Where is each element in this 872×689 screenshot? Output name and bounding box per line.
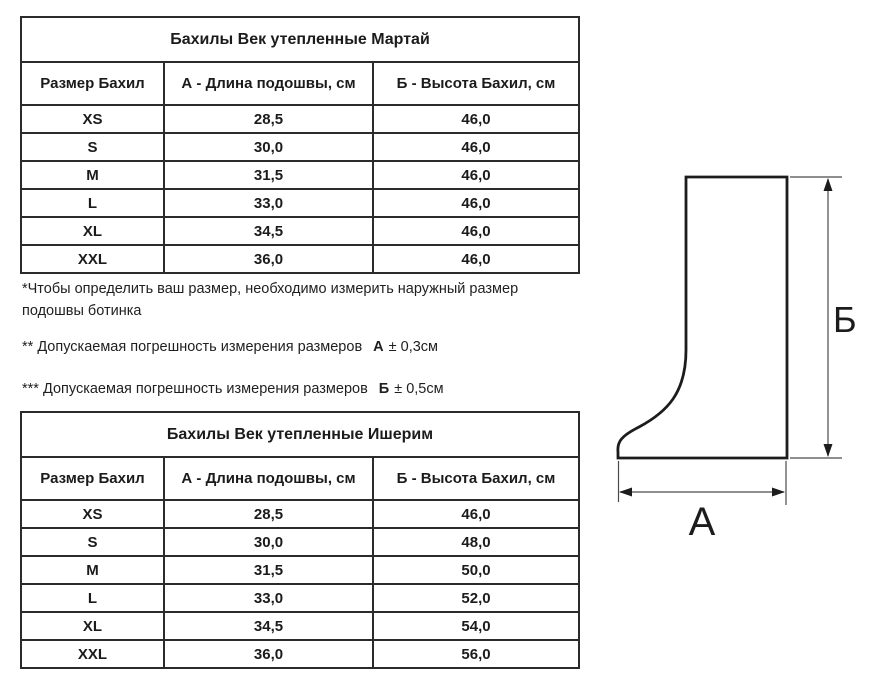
table-title: Бахилы Век утепленные Ишерим [21,412,579,457]
height-cell: 48,0 [373,528,579,556]
tolerance-value: ± 0,3см [388,339,439,355]
dimension-letter-b: Б [378,381,390,397]
column-header-size: Размер Бахил [21,457,164,500]
table-header-row [21,62,579,105]
sole-length-cell: 31,5 [164,161,373,189]
boot-cover-diagram [605,165,870,545]
table-row [21,640,579,668]
tolerance-value: ± 0,5см [394,381,444,397]
footnote-measure-instruction [22,278,574,322]
arrow-up-icon [824,178,833,191]
arrow-down-icon [824,444,833,457]
column-header-sole-length: А - Длина подошвы, см [164,457,373,500]
footnote-tolerance-a [22,336,574,358]
height-cell: 56,0 [373,640,579,668]
height-cell: 46,0 [373,217,579,245]
arrow-right-icon [772,488,785,497]
table-title-row [21,17,579,62]
width-dimension-label: А [688,500,716,544]
sole-length-cell: 30,0 [164,133,373,161]
table-title-row [21,412,579,457]
table-row [21,133,579,161]
sole-length-cell: 28,5 [164,500,373,528]
size-cell: XS [21,500,164,528]
size-cell: L [21,189,164,217]
footnote-text: *** Допускаемая погрешность измерения размеров [22,381,368,397]
size-cell: M [21,161,164,189]
footnote-text: ** Допускаемая погрешность измерения размеров [22,339,363,355]
table-row [21,245,579,273]
size-cell: XXL [21,245,164,273]
size-cell: S [21,133,164,161]
column-header-size: Размер Бахил [21,62,164,105]
height-cell: 46,0 [373,105,579,133]
size-table-martai [20,16,580,274]
sole-length-cell: 28,5 [164,105,373,133]
sole-length-cell: 30,0 [164,528,373,556]
footnote-line: подошвы ботинка [22,303,142,319]
height-cell: 46,0 [373,133,579,161]
size-cell: S [21,528,164,556]
sole-length-cell: 34,5 [164,217,373,245]
sole-length-cell: 36,0 [164,245,373,273]
height-cell: 50,0 [373,556,579,584]
height-cell: 46,0 [373,161,579,189]
footnote-tolerance-b [22,378,574,400]
table-row [21,584,579,612]
table-row [21,612,579,640]
table-title: Бахилы Век утепленные Мартай [21,17,579,62]
size-cell: XL [21,612,164,640]
table-header-row [21,457,579,500]
table-row [21,556,579,584]
sole-length-cell: 31,5 [164,556,373,584]
height-cell: 54,0 [373,612,579,640]
table-row [21,161,579,189]
footnote-line: *Чтобы определить ваш размер, необходимо измерить наружный размер [22,281,519,297]
table-row [21,105,579,133]
boot-outline-shape [618,177,787,458]
table-row [21,500,579,528]
table-row [21,189,579,217]
sole-length-cell: 33,0 [164,584,373,612]
height-cell: 46,0 [373,500,579,528]
dimension-letter-a: А [373,339,384,355]
size-cell: XL [21,217,164,245]
height-cell: 46,0 [373,189,579,217]
sole-length-cell: 36,0 [164,640,373,668]
size-cell: L [21,584,164,612]
table-row [21,528,579,556]
height-cell: 52,0 [373,584,579,612]
sole-length-cell: 33,0 [164,189,373,217]
size-cell: XXL [21,640,164,668]
column-header-height: Б - Высота Бахил, см [373,62,579,105]
footnotes [22,278,574,400]
height-cell: 46,0 [373,245,579,273]
height-dimension-label: Б [833,299,857,340]
sole-length-cell: 34,5 [164,612,373,640]
table-row [21,217,579,245]
column-header-height: Б - Высота Бахил, см [373,457,579,500]
size-table-isherim [20,411,580,669]
column-header-sole-length: А - Длина подошвы, см [164,62,373,105]
size-cell: M [21,556,164,584]
size-cell: XS [21,105,164,133]
arrow-left-icon [619,488,632,497]
